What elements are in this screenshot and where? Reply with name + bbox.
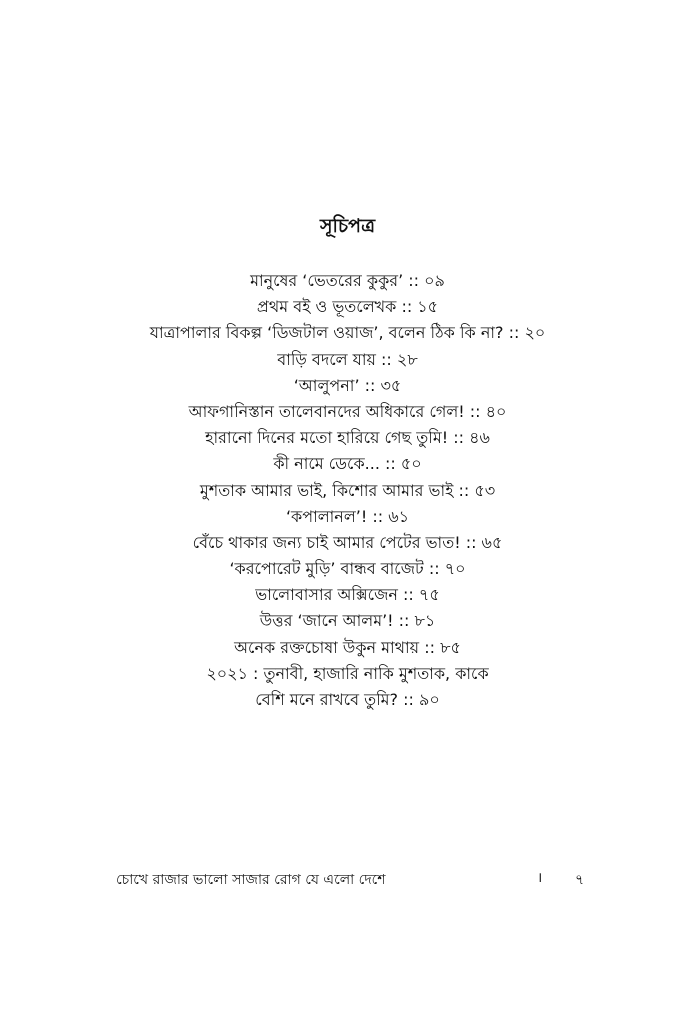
footer-divider: । [537, 870, 543, 886]
toc-entry: মানুষের ‘ভেতরের কুকুর’ :: ০৯ [250, 271, 445, 290]
toc-entry: কী নামে ডেকে... :: ৫০ [273, 454, 422, 474]
toc-entry: উত্তর ‘জানে আলম’! :: ৮১ [259, 611, 436, 631]
page-title: সূচিপত্র [319, 215, 376, 237]
toc-entry: ‘করপোরেট মুড়ি’ বান্ধব বাজেট :: ৭০ [229, 559, 466, 579]
toc-entry: ‘কপালানল’! :: ৬১ [285, 506, 410, 526]
toc-entry: অনেক রক্তচোষা উকুন মাথায় :: ৮৫ [234, 637, 461, 657]
toc-entry: বেঁচে থাকার জন্য চাই আমার পেটের ভাত! :: ৬৫ [192, 532, 503, 552]
toc-entry: ভালোবাসার অক্সিজেন :: ৭৫ [255, 585, 440, 605]
toc-entry: আফগানিস্তান তালেবানদের অধিকারে গেল! :: ৪০ [188, 401, 507, 421]
page-number: ৭ [575, 872, 585, 888]
toc-entry: ২০২১ : তুনাবী, হাজারি নাকি মুশতাক, কাকে [206, 663, 489, 683]
toc-entry: বেশি মনে রাখবে তুমি? :: ৯০ [255, 690, 440, 709]
toc-entry: বাড়ি বদলে যায় :: ২৮ [277, 349, 418, 369]
page-footer [0, 868, 695, 892]
running-book-title: চোখে রাজার ভালো সাজার রোগ যে এলো দেশে [116, 872, 386, 888]
toc-entry: ‘আলুপনা’ :: ৩৫ [293, 375, 402, 395]
toc-entry: হারানো দিনের মতো হারিয়ে গেছ তুমি! :: ৪৬ [205, 428, 490, 448]
toc-entry: মুশতাক আমার ভাই, কিশোর আমার ভাই :: ৫৩ [199, 480, 496, 500]
toc-entry: যাত্রাপালার বিকল্প ‘ডিজটাল ওয়াজ’, বলেন ঠিক কি না? :: ২০ [149, 323, 546, 343]
table-of-contents [0, 268, 695, 713]
toc-entry: প্রথম বই ও ভূতলেখক :: ১৫ [256, 297, 439, 317]
